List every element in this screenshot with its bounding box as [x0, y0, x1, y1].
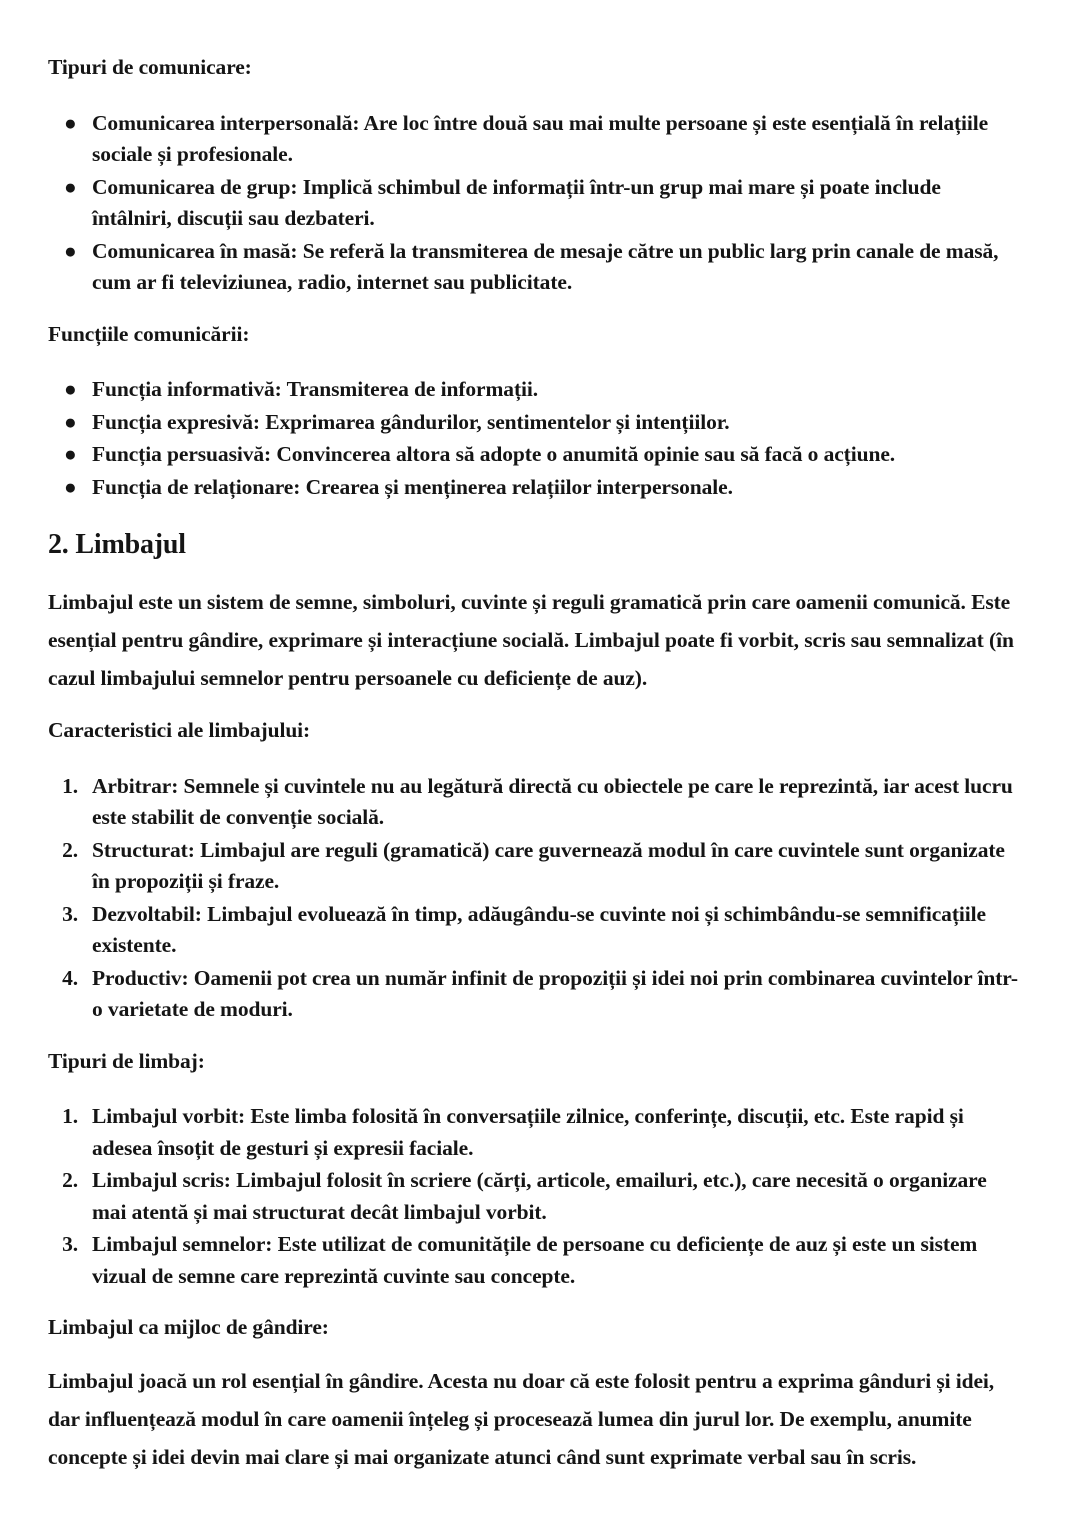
heading-tipuri-de-limbaj: Tipuri de limbaj: [48, 1048, 205, 1073]
list-number: 2. [62, 837, 78, 862]
list-item [48, 1229, 1023, 1292]
list-number: 4. [62, 965, 78, 990]
list-item-text: Comunicarea interpersonală: Are loc între două sau mai multe persoane și este esențială în relațiile sociale și profesionale. [92, 110, 989, 166]
list-number: 3. [62, 1232, 78, 1256]
list-item [48, 771, 1023, 834]
list-number: 1. [62, 773, 78, 798]
list-item-text: Arbitrar: Semnele și cuvintele nu au legătură directă cu obiectele pe care le reprezintă, iar acest lucru este stabilit de convenție socială. [92, 773, 1013, 829]
bullet-icon: ● [64, 409, 77, 434]
list-number: 3. [62, 901, 78, 926]
list-item [48, 374, 1023, 406]
spacer [48, 98, 1023, 108]
list-item [48, 407, 1023, 439]
list-tipuri-de-limbaj [48, 1101, 1023, 1292]
list-item [48, 1101, 1023, 1164]
list-item [48, 439, 1023, 471]
spacer [48, 364, 1023, 374]
bullet-icon: ● [64, 174, 77, 199]
list-functiile-comunicarii [48, 374, 1023, 503]
list-item-text: Funcția expresivă: Exprimarea gândurilor, sentimentelor și intențiilor. [92, 409, 730, 434]
bullet-icon: ● [64, 238, 77, 263]
paragraph-limbaj-intro: Limbajul este un sistem de semne, simboluri, cuvinte și reguli gramatică prin care oamenii comunică. Este esențial pentru gândire, exprimare și interacțiune socială. Limbajul poate fi vorbit, scris sau semnalizat (în cazul limbajului semnelor pentru persoanele cu deficiențe de auz). [48, 590, 1014, 690]
list-item [48, 1165, 1023, 1228]
bullet-icon: ● [64, 474, 77, 499]
list-item [48, 899, 1023, 962]
spacer [48, 1091, 1023, 1101]
bullet-icon: ● [64, 110, 77, 135]
list-item-text: Comunicarea în masă: Se referă la transmiterea de mesaje către un public larg prin canale de masă, cum ar fi televiziunea, radio, internet sau publicitate. [92, 238, 999, 294]
list-item [48, 236, 1023, 299]
heading-tipuri-de-comunicare: Tipuri de comunicare: [48, 55, 252, 79]
list-item [48, 963, 1023, 1026]
paragraph-limbajul-gandire: Limbajul joacă un rol esențial în gândire. Acesta nu doar că este folosit pentru a exprima gânduri și idei, dar influențează modul în care oamenii înțeleg și procesează lumea din jurul lor. De exemplu, anumite concepte și idei devin mai clare și mai organizate atunci când sunt exprimate verbal sau în scris. [48, 1368, 995, 1469]
bullet-icon: ● [64, 442, 77, 466]
list-number: 2. [62, 1168, 78, 1192]
document-body [48, 52, 1023, 1476]
section-heading-limbajul: 2. Limbajul [48, 529, 186, 560]
list-number: 1. [62, 1104, 78, 1128]
list-item-text: Funcția informativă: Transmiterea de informații. [92, 377, 539, 401]
list-item-text: Funcția de relaționare: Crearea și menținerea relațiilor interpersonale. [92, 474, 733, 499]
list-item-text: Productiv: Oamenii pot crea un număr infinit de propoziții și idei noi prin combinarea cuvintelor într-o varietate de moduri. [92, 965, 1018, 1021]
list-item-text: Structurat: Limbajul are reguli (gramatică) care guvernează modul în care cuvintele sunt organizate în propoziții și fraze. [92, 837, 1005, 893]
list-item-text: Dezvoltabil: Limbajul evoluează în timp, adăugându-se cuvinte noi și schimbându-se semnificațiile existente. [92, 901, 986, 957]
list-item [48, 108, 1023, 171]
list-item-text: Comunicarea de grup: Implică schimbul de informații într-un grup mai mare și poate include întâlniri, discuții sau dezbateri. [92, 174, 941, 230]
list-item-text: Limbajul semnelor: Este utilizat de comunitățile de persoane cu deficiențe de auz și este un sistem vizual de semne care reprezintă cuvinte sau concepte. [92, 1232, 978, 1288]
spacer [48, 761, 1023, 771]
list-item [48, 172, 1023, 235]
list-item-text: Limbajul scris: Limbajul folosit în scriere (cărți, articole, emailuri, etc.), care necesită o organizare mai atentă și mai structurat decât limbajul vorbit. [92, 1168, 987, 1224]
list-caracteristici-limbajului [48, 771, 1023, 1026]
list-item-text: Limbajul vorbit: Este limba folosită în conversațiile zilnice, conferințe, discuții, etc. Este rapid și adesea însoțit de gesturi și expresii faciale. [92, 1104, 964, 1160]
heading-functiile-comunicarii: Funcțiile comunicării: [48, 321, 250, 346]
heading-caracteristici-limbajului: Caracteristici ale limbajului: [48, 718, 311, 742]
heading-limbajul-mijloc-gandire: Limbajul ca mijloc de gândire: [48, 1315, 329, 1339]
list-item [48, 472, 1023, 504]
list-tipuri-de-comunicare [48, 108, 1023, 299]
bullet-icon: ● [64, 377, 77, 401]
list-item-text: Funcția persuasivă: Convincerea altora să adopte o anumită opinie sau să facă o acțiune. [92, 442, 896, 466]
list-item [48, 835, 1023, 898]
